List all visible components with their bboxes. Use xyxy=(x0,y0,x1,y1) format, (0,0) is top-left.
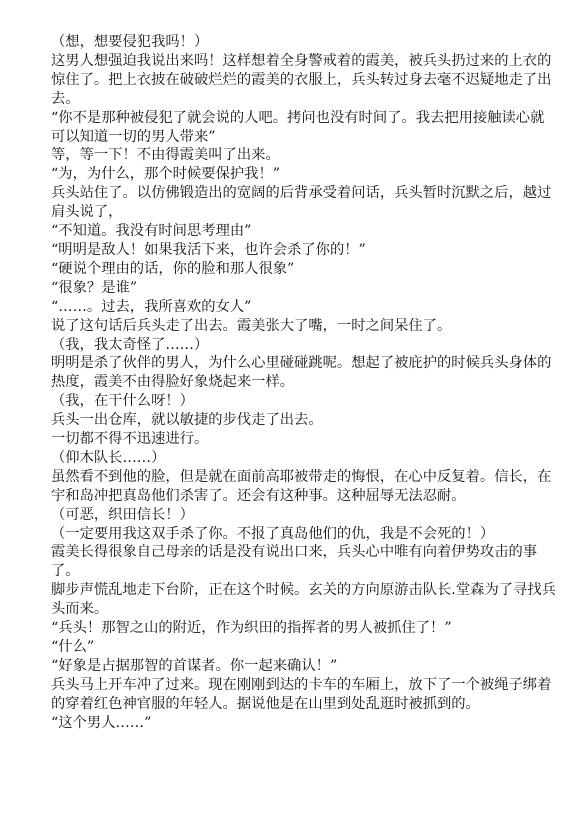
paragraph: “很象？是谁” xyxy=(51,279,138,296)
paragraph: （想，想要侵犯我吗！） xyxy=(51,34,209,50)
paragraph: “好象是占据那智的首谋者。你一起来确认！” xyxy=(51,657,338,674)
paragraph: “硬说个理由的话，你的脸和那人很象” xyxy=(51,260,295,277)
paragraph: 一切都不得不迅速进行。 xyxy=(51,431,209,448)
paragraph: 脚步声慌乱地走下台阶，正在这个时候。玄关的方向原游击队长.堂森为了寻找兵头而来。 xyxy=(51,582,556,618)
paragraph: 兵头站住了。以仿佛锻造出的宽阔的后背承受着问话，兵头暂时沉默之后，越过肩头说了， xyxy=(51,185,552,221)
paragraph: （仰木队长……） xyxy=(51,449,166,466)
paragraph: 等，等一下！不由得霞美叫了出来。 xyxy=(51,147,280,164)
paragraph: 兵头一出仓库，就以敏捷的步伐走了出去。 xyxy=(51,412,323,429)
paragraph: （我，我太奇怪了……） xyxy=(51,336,209,353)
paragraph: “这个男人……” xyxy=(51,714,152,731)
paragraph: “兵头！那智之山的附近，作为织田的指挥者的男人被抓住了！” xyxy=(51,620,452,637)
paragraph: “不知道。我没有时间思考理由” xyxy=(51,223,252,240)
paragraph: 说了这句话后兵头走了出去。霞美张大了嘴，一时之间呆住了。 xyxy=(51,317,452,334)
paragraph: “……。过去，我所喜欢的女人” xyxy=(51,298,252,315)
paragraph: （可恶，织田信长！） xyxy=(51,506,194,523)
paragraph: 这男人想强迫我说出来吗！这样想着全身警戒着的霞美，被兵头扔过来的上衣的惊住了。把上衣披在破破烂烂的霞美的衣服上，兵头转过身去毫不迟疑地走了出去。 xyxy=(51,52,552,107)
paragraph: “为，为什么，那个时候要保护我！” xyxy=(51,166,281,183)
paragraph: “明明是敌人！如果我活下来，也许会杀了你的！” xyxy=(51,241,366,258)
paragraph: 兵头马上开车冲了过来。现在刚刚到达的卡车的车厢上，放下了一个被绳子绑着的穿着红色神官服的年轻人。据说他是在山里到处乱逛时被抓到的。 xyxy=(51,676,552,712)
paragraph: （我，在干什么呀！） xyxy=(51,393,194,410)
paragraph: 霞美长得很象自己母亲的话是没有说出口来，兵头心中唯有向着伊势攻击的事了。 xyxy=(51,544,538,580)
paragraph: “什么” xyxy=(51,639,95,655)
paragraph: 虽然看不到他的脸，但是就在面前高耶被带走的悔恨，在心中反复着。信长，在宇和岛冲把真岛他们杀害了。还会有这种事。这种屈辱无法忍耐。 xyxy=(51,468,552,504)
paragraph: 明明是杀了伙伴的男人，为什么心里碰碰跳呢。想起了被庇护的时候兵头身体的热度，霞美不由得脸好象烧起来一样。 xyxy=(51,355,552,391)
paragraph: “你不是那种被侵犯了就会说的人吧。拷问也没有时间了。我去把用接触读心就可以知道一切的男人带来” xyxy=(51,109,545,145)
paragraph: （一定要用我这双手杀了你。不报了真岛他们的仇，我是不会死的！） xyxy=(51,525,495,542)
